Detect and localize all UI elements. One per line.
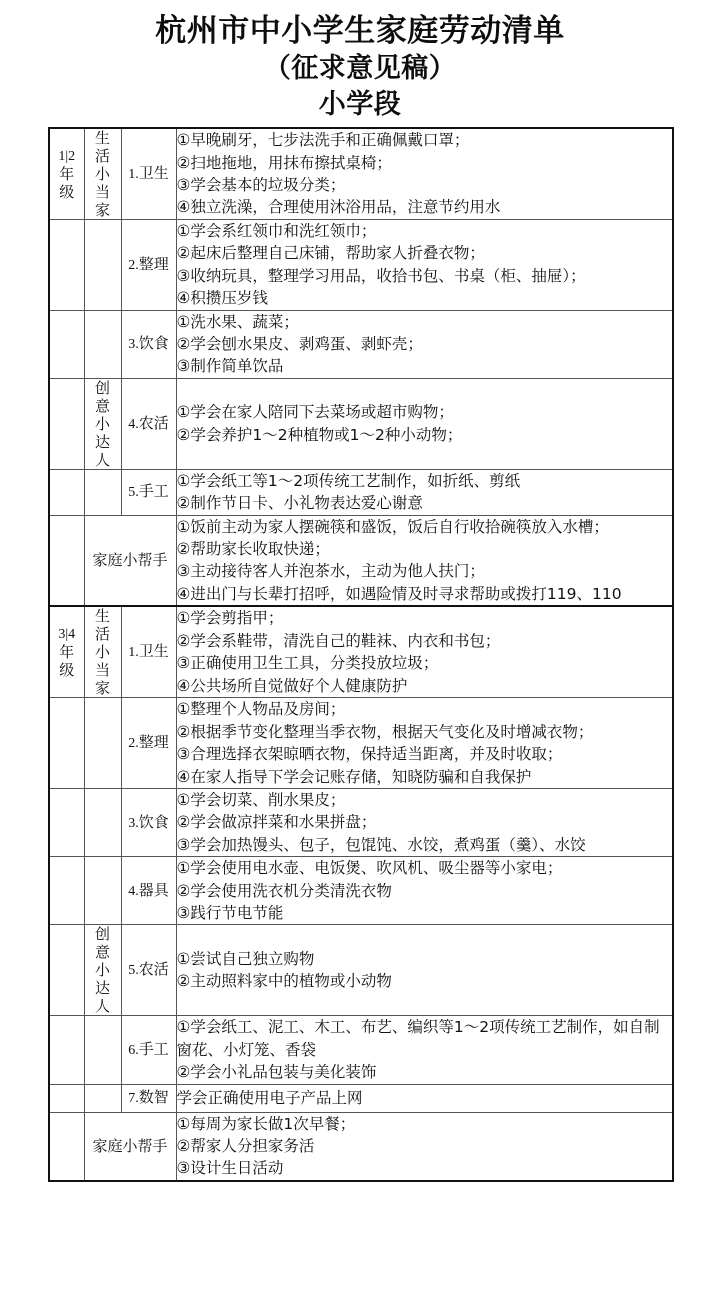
grade-cell — [49, 788, 84, 856]
table-row — [49, 469, 673, 515]
grade-cell — [49, 220, 84, 311]
content-cell — [176, 788, 673, 856]
subcategory-cell — [121, 220, 176, 311]
content-item: ①每周为家长做1次早餐； — [176, 1114, 356, 1133]
content-item: 学会正确使用电子产品上网 — [176, 1088, 363, 1107]
category-label-char: 活 — [94, 625, 110, 644]
category-cell — [84, 469, 121, 515]
subcategory-index: 4. — [128, 883, 139, 899]
subcategory-index: 5. — [128, 963, 139, 979]
table-row — [49, 606, 673, 698]
category-label-char: 小 — [94, 165, 110, 183]
table-row — [49, 788, 673, 856]
subcategory-index: 5. — [128, 485, 139, 501]
content-item: ①尝试自己独立购物 — [176, 949, 315, 968]
category-label-char: 人 — [94, 450, 110, 469]
subcategory-cell — [121, 925, 176, 1016]
table-row — [49, 1016, 673, 1084]
labor-checklist-table — [48, 127, 674, 1182]
content-item: ②扫地拖地，用抹布擦拭桌椅； — [176, 153, 392, 172]
subcategory-index: 4. — [128, 416, 139, 432]
content-item: ③制作简单饮品 — [176, 357, 284, 376]
content-cell — [176, 469, 673, 515]
page-subtitle: （征求意见稿） — [263, 53, 457, 84]
content-cell — [176, 128, 673, 220]
content-item: ④独立洗澡，合理使用沐浴用品，注意节约用水 — [176, 198, 501, 217]
content-item: ③学会加热馒头、包子，包馄饨、水饺，煮鸡蛋（羹）、水饺 — [176, 835, 586, 854]
grade-cell — [49, 698, 84, 789]
content-item: ④公共场所自觉做好个人健康防护 — [176, 676, 408, 695]
grade-label-char: 级 — [59, 660, 75, 679]
table-row — [49, 857, 673, 925]
category-cell — [84, 1016, 121, 1084]
category-cell — [84, 1084, 121, 1112]
content-item: ④进出门与长辈打招呼，如遇险情及时寻求帮助或拨打119、110 — [176, 584, 622, 603]
category-cell-helper: 家庭小帮手 — [84, 515, 176, 606]
subcategory-label: 手工 — [138, 1039, 169, 1058]
grade-cell — [49, 1016, 84, 1084]
content-item: ②帮助家长收取快递； — [176, 540, 330, 559]
category-label-char: 意 — [94, 943, 110, 962]
table-row — [49, 310, 673, 378]
content-item: ①学会纸工、泥工、木工、布艺、编织等1～2项传统工艺制作，如自制窗花、小灯笼、香袋 — [176, 1018, 660, 1059]
content-item: ②学会小礼品包装与美化装饰 — [176, 1063, 377, 1082]
subcategory-label: 整理 — [138, 733, 169, 752]
category-label-char: 当 — [94, 661, 110, 680]
page-segment-label: 小学段 — [318, 89, 402, 120]
category-label-char: 当 — [94, 183, 110, 201]
grade-label-char: 年 — [59, 164, 75, 183]
grade-cell — [49, 310, 84, 378]
content-cell — [176, 857, 673, 925]
subcategory-label: 器具 — [138, 880, 169, 899]
subcategory-label: 手工 — [138, 482, 169, 501]
content-cell — [176, 1084, 673, 1112]
content-cell — [176, 378, 673, 469]
content-item: ③正确使用卫生工具，分类投放垃圾； — [176, 654, 439, 673]
subcategory-cell — [121, 698, 176, 789]
content-item: ③收纳玩具，整理学习用品，收拾书包、书桌（柜、抽屉）； — [176, 266, 586, 285]
category-label-char: 家 — [94, 201, 110, 219]
content-item: ①整理个人物品及房间； — [176, 700, 346, 719]
table-row — [49, 1112, 673, 1181]
page-title: 杭州市中小学生家庭劳动清单 — [155, 13, 565, 49]
content-item: ③合理选择衣架晾晒衣物，保持适当距离，并及时收取； — [176, 745, 563, 764]
content-item: ②学会养护1～2种植物或1～2种小动物； — [176, 425, 463, 444]
content-item: ②根据季节变化整理当季衣物，根据天气变化及时增减衣物； — [176, 722, 594, 741]
subcategory-cell — [121, 310, 176, 378]
content-item: ①饭前主动为家人摆碗筷和盛饭，饭后自行收拾碗筷放入水槽； — [176, 517, 609, 536]
subcategory-index: 7. — [128, 1091, 139, 1107]
category-label-char: 人 — [94, 997, 110, 1016]
category-label-char: 生 — [94, 607, 110, 626]
subcategory-index: 3. — [128, 815, 139, 831]
content-cell — [176, 698, 673, 789]
table-row — [49, 515, 673, 606]
content-item: ①早晚刷牙，七步法洗手和正确佩戴口罩； — [176, 131, 470, 150]
content-item: ③主动接待客人并泡茶水，主动为他人扶门； — [176, 562, 485, 581]
content-cell — [176, 1016, 673, 1084]
subcategory-label: 整理 — [138, 254, 169, 273]
subcategory-index: 1. — [128, 645, 139, 661]
grade-label-char: 级 — [59, 182, 75, 201]
subcategory-label: 数智 — [138, 1088, 169, 1107]
table-row — [49, 378, 673, 469]
content-cell — [176, 220, 673, 311]
grade-cell — [49, 857, 84, 925]
category-label-char: 达 — [94, 432, 110, 451]
category-label-char: 创 — [94, 925, 110, 944]
category-cell — [84, 788, 121, 856]
grade-cell — [49, 606, 84, 698]
subcategory-index: 2. — [128, 257, 139, 273]
content-cell — [176, 310, 673, 378]
category-label-char: 小 — [94, 414, 110, 433]
subcategory-label: 农活 — [138, 413, 169, 432]
table-row — [49, 128, 673, 220]
category-cell — [84, 698, 121, 789]
grade-cell — [49, 1112, 84, 1181]
category-label-char: 意 — [94, 396, 110, 415]
category-cell — [84, 310, 121, 378]
content-cell — [176, 606, 673, 698]
subcategory-cell — [121, 606, 176, 698]
category-cell — [84, 857, 121, 925]
grade-label-char: 年 — [59, 642, 75, 661]
content-item: ②学会刨水果皮、剥鸡蛋、剥虾壳； — [176, 335, 423, 354]
table-row — [49, 220, 673, 311]
subcategory-label: 卫生 — [138, 164, 169, 182]
category-cell — [84, 220, 121, 311]
subcategory-label: 农活 — [138, 960, 169, 979]
subcategory-label: 饮食 — [138, 812, 169, 831]
subcategory-cell — [121, 469, 176, 515]
table-row — [49, 1084, 673, 1112]
category-cell — [84, 606, 121, 698]
subcategory-index: 6. — [128, 1042, 139, 1058]
content-item: ①学会使用电水壶、电饭煲、吹风机、吸尘器等小家电； — [176, 859, 563, 878]
subcategory-cell — [121, 378, 176, 469]
content-item: ④在家人指导下学会记账存储，知晓防骗和自我保护 — [176, 767, 532, 786]
subcategory-index: 2. — [128, 736, 139, 752]
content-item: ②学会系鞋带，清洗自己的鞋袜、内衣和书包； — [176, 631, 501, 650]
document-title-block — [0, 0, 720, 122]
category-cell — [84, 378, 121, 469]
content-cell — [176, 515, 673, 606]
grade-cell — [49, 469, 84, 515]
grade-cell — [49, 128, 84, 220]
content-item: ③践行节电节能 — [176, 903, 284, 922]
category-label-char: 家 — [94, 679, 110, 698]
content-cell — [176, 925, 673, 1016]
content-item: ②起床后整理自己床铺，帮助家人折叠衣物； — [176, 244, 485, 263]
category-label-char: 达 — [94, 979, 110, 998]
category-label-char: 创 — [94, 378, 110, 397]
checklist-table-wrapper — [48, 127, 672, 1182]
content-item: ①洗水果、蔬菜； — [176, 312, 299, 331]
category-label-char: 小 — [94, 643, 110, 662]
content-item: ①学会在家人陪同下去菜场或超市购物； — [176, 403, 454, 422]
category-label-char: 小 — [94, 961, 110, 980]
content-item: ③学会基本的垃圾分类； — [176, 176, 346, 194]
category-cell — [84, 925, 121, 1016]
content-item: ②学会使用洗衣机分类清洗衣物 — [176, 881, 392, 900]
grade-number: 1|2 — [58, 148, 76, 164]
category-cell — [84, 128, 121, 220]
content-item: ②学会做凉拌菜和水果拼盘； — [176, 813, 377, 832]
grade-cell — [49, 1084, 84, 1112]
subcategory-cell — [121, 128, 176, 220]
subcategory-index: 3. — [128, 337, 139, 353]
subcategory-index: 1. — [128, 167, 139, 182]
grade-number: 3|4 — [58, 626, 76, 642]
grade-cell — [49, 925, 84, 1016]
content-item: ①学会剪指甲； — [176, 609, 284, 628]
table-row — [49, 698, 673, 789]
category-label-char: 生 — [94, 129, 110, 147]
grade-cell — [49, 515, 84, 606]
subcategory-cell — [121, 788, 176, 856]
content-item: ①学会纸工等1～2项传统工艺制作，如折纸、剪纸 — [176, 471, 521, 490]
grade-cell — [49, 378, 84, 469]
content-item: ④积攒压岁钱 — [176, 289, 268, 308]
category-label-char: 活 — [94, 147, 110, 165]
content-item: ②制作节日卡、小礼物表达爱心谢意 — [176, 494, 423, 513]
category-cell-helper: 家庭小帮手 — [84, 1112, 176, 1181]
subcategory-label: 饮食 — [138, 334, 169, 353]
checklist-table-body — [49, 128, 673, 1181]
content-item: ③设计生日活动 — [176, 1159, 284, 1178]
content-item: ②帮家人分担家务活 — [176, 1136, 315, 1155]
subcategory-cell — [121, 1084, 176, 1112]
subcategory-cell — [121, 1016, 176, 1084]
content-item: ①学会系红领巾和洗红领巾； — [176, 222, 377, 240]
content-item: ②主动照料家中的植物或小动物 — [176, 972, 392, 991]
subcategory-cell — [121, 857, 176, 925]
content-item: ①学会切菜、削水果皮； — [176, 790, 346, 809]
subcategory-label: 卫生 — [138, 642, 169, 661]
table-row — [49, 925, 673, 1016]
content-cell — [176, 1112, 673, 1181]
